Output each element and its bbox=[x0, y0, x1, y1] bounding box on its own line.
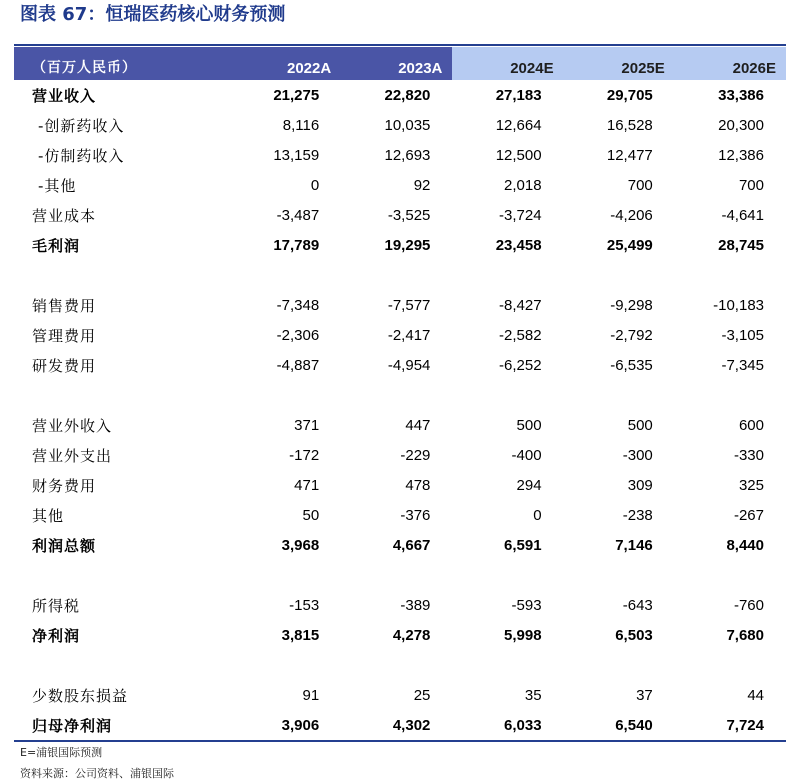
value-cell: 3,906 bbox=[230, 710, 341, 741]
spacer-cell bbox=[230, 260, 341, 290]
table-row bbox=[14, 590, 786, 620]
value-cell: 700 bbox=[738, 176, 764, 194]
row-label: 研发费用 bbox=[32, 356, 97, 375]
spacer-cell bbox=[675, 380, 786, 410]
spacer-cell bbox=[675, 650, 786, 680]
row-label: 利润总额 bbox=[32, 536, 97, 555]
row-label: 销售费用 bbox=[32, 296, 97, 315]
value-cell: -9,298 bbox=[610, 296, 653, 314]
value-cell: 17,789 bbox=[273, 236, 320, 254]
table-row bbox=[14, 170, 786, 200]
value-cell: 8,116 bbox=[282, 116, 320, 134]
value-cell: -4,641 bbox=[721, 206, 764, 224]
value-cell: 25 bbox=[413, 686, 431, 704]
value-cell: 12,477 bbox=[606, 146, 653, 164]
value-cell: 29,705 bbox=[606, 86, 653, 104]
value-cell: -6,252 bbox=[499, 356, 542, 374]
value-cell: 471 bbox=[294, 476, 320, 494]
table-row bbox=[14, 320, 786, 350]
table-row bbox=[14, 230, 786, 260]
value-cell: -389 bbox=[400, 596, 431, 614]
value-cell: -238 bbox=[622, 506, 653, 524]
value-cell: 23,458 bbox=[495, 236, 542, 254]
row-label: 营业成本 bbox=[32, 206, 97, 225]
value-cell: 3,968 bbox=[281, 536, 320, 554]
row-label: 管理费用 bbox=[32, 326, 97, 345]
value-cell: 600 bbox=[738, 416, 764, 434]
value-cell: 0 bbox=[310, 176, 320, 194]
value-cell: -2,582 bbox=[499, 326, 542, 344]
value-cell: 4,278 bbox=[392, 626, 431, 644]
spacer-cell bbox=[14, 380, 230, 410]
value-cell: -400 bbox=[511, 446, 542, 464]
row-label: 营业外收入 bbox=[32, 416, 113, 435]
value-cell: 12,386 bbox=[718, 146, 764, 164]
value-cell: -2,306 bbox=[276, 326, 320, 344]
spacer-cell bbox=[341, 380, 452, 410]
table-row bbox=[14, 710, 786, 741]
value-cell: -267 bbox=[733, 506, 764, 524]
value-cell: -6,535 bbox=[610, 356, 653, 374]
spacer-cell bbox=[675, 560, 786, 590]
spacer-cell bbox=[564, 650, 675, 680]
value-cell: 3,815 bbox=[281, 626, 320, 644]
value-cell: 478 bbox=[405, 476, 431, 494]
spacer-cell bbox=[14, 260, 230, 290]
value-cell: 35 bbox=[524, 686, 542, 704]
row-label: 财务费用 bbox=[32, 476, 97, 495]
value-cell: -760 bbox=[733, 596, 764, 614]
spacer-cell bbox=[230, 650, 341, 680]
value-cell: 0 bbox=[533, 506, 542, 524]
spacer-row bbox=[14, 650, 786, 680]
value-cell: 10,035 bbox=[384, 116, 431, 134]
table-row bbox=[14, 200, 786, 230]
value-cell: 12,693 bbox=[384, 146, 431, 164]
value-cell: 20,300 bbox=[718, 116, 764, 134]
value-cell: 21,275 bbox=[273, 86, 320, 104]
year-header: 2024E bbox=[452, 47, 563, 80]
value-cell: 22,820 bbox=[384, 86, 431, 104]
year-header: 2023A bbox=[341, 47, 452, 80]
table-header-row bbox=[14, 47, 786, 80]
row-label: -创新药收入 bbox=[38, 116, 125, 135]
row-label: -其他 bbox=[38, 176, 77, 195]
value-cell: 19,295 bbox=[384, 236, 431, 254]
spacer-cell bbox=[564, 380, 675, 410]
year-header: 2025E bbox=[564, 47, 675, 80]
spacer-row bbox=[14, 560, 786, 590]
spacer-cell bbox=[341, 260, 452, 290]
spacer-cell bbox=[452, 260, 563, 290]
value-cell: -7,345 bbox=[721, 356, 764, 374]
estimate-footnote: E=浦银国际预测 bbox=[20, 746, 103, 759]
row-label: 其他 bbox=[32, 506, 65, 525]
row-label: 营业收入 bbox=[32, 86, 97, 105]
value-cell: 294 bbox=[516, 476, 542, 494]
value-cell: -4,887 bbox=[276, 356, 320, 374]
value-cell: 325 bbox=[738, 476, 764, 494]
value-cell: 92 bbox=[413, 176, 431, 194]
row-label: 归母净利润 bbox=[14, 710, 230, 741]
value-cell: -4,206 bbox=[610, 206, 653, 224]
value-cell: 27,183 bbox=[495, 86, 542, 104]
table-row bbox=[14, 110, 786, 140]
value-cell: 13,159 bbox=[273, 146, 320, 164]
table-row bbox=[14, 350, 786, 380]
value-cell: -2,792 bbox=[610, 326, 653, 344]
spacer-cell bbox=[341, 560, 452, 590]
spacer-cell bbox=[230, 560, 341, 590]
value-cell: -2,417 bbox=[387, 326, 431, 344]
value-cell: -8,427 bbox=[499, 296, 542, 314]
value-cell: -10,183 bbox=[713, 296, 764, 314]
value-cell: -300 bbox=[622, 446, 653, 464]
table-row bbox=[14, 80, 786, 110]
spacer-cell bbox=[452, 380, 563, 410]
value-cell: 91 bbox=[302, 686, 320, 704]
value-cell: 44 bbox=[747, 686, 764, 704]
source-footnote: 资料来源：公司资料、浦银国际 bbox=[20, 767, 174, 780]
value-cell: -4,954 bbox=[387, 356, 431, 374]
value-cell: 8,440 bbox=[726, 536, 764, 554]
value-cell: 6,591 bbox=[504, 536, 542, 554]
value-cell: 33,386 bbox=[718, 86, 764, 104]
financial-forecast-table bbox=[14, 47, 786, 742]
value-cell: -229 bbox=[400, 446, 431, 464]
value-cell: 7,680 bbox=[726, 626, 764, 644]
value-cell: 37 bbox=[636, 686, 653, 704]
value-cell: 16,528 bbox=[606, 116, 653, 134]
figure-title: 图表 67：恒瑞医药核心财务预测 bbox=[20, 4, 286, 25]
value-cell: -3,487 bbox=[276, 206, 320, 224]
value-cell: -7,348 bbox=[276, 296, 320, 314]
table-row bbox=[14, 440, 786, 470]
spacer-cell bbox=[14, 560, 230, 590]
spacer-row bbox=[14, 260, 786, 290]
value-cell: -153 bbox=[289, 596, 320, 614]
table-row bbox=[14, 290, 786, 320]
spacer-cell bbox=[564, 560, 675, 590]
spacer-cell bbox=[230, 380, 341, 410]
table-row bbox=[14, 500, 786, 530]
table-row bbox=[14, 620, 786, 650]
value-cell: 25,499 bbox=[606, 236, 653, 254]
year-header: 2022A bbox=[230, 47, 341, 80]
value-cell: -3,724 bbox=[499, 206, 542, 224]
spacer-cell bbox=[452, 650, 563, 680]
table-row bbox=[14, 140, 786, 170]
value-cell: -643 bbox=[622, 596, 653, 614]
spacer-cell bbox=[564, 260, 675, 290]
header-rule bbox=[14, 44, 786, 46]
value-cell: 500 bbox=[516, 416, 542, 434]
value-cell: -3,105 bbox=[721, 326, 764, 344]
spacer-row bbox=[14, 380, 786, 410]
value-cell: 700 bbox=[627, 176, 653, 194]
value-cell: 12,500 bbox=[495, 146, 542, 164]
spacer-cell bbox=[452, 560, 563, 590]
value-cell: -330 bbox=[733, 446, 764, 464]
value-cell: 4,667 bbox=[392, 536, 431, 554]
table-row bbox=[14, 470, 786, 500]
value-cell: 371 bbox=[294, 416, 320, 434]
table-row bbox=[14, 410, 786, 440]
value-cell: -593 bbox=[511, 596, 542, 614]
table-row bbox=[14, 530, 786, 560]
value-cell: 2,018 bbox=[504, 176, 542, 194]
value-cell: 6,503 bbox=[615, 626, 653, 644]
row-label: 营业外支出 bbox=[32, 446, 113, 465]
spacer-cell bbox=[341, 650, 452, 680]
row-label: 少数股东损益 bbox=[32, 686, 129, 705]
value-cell: 500 bbox=[627, 416, 653, 434]
value-cell: 7,146 bbox=[615, 536, 653, 554]
value-cell: 6,033 bbox=[452, 710, 563, 741]
value-cell: 12,664 bbox=[495, 116, 542, 134]
value-cell: 309 bbox=[627, 476, 653, 494]
spacer-cell bbox=[14, 650, 230, 680]
unit-label: （百万人民币） bbox=[14, 47, 230, 80]
value-cell: -3,525 bbox=[387, 206, 431, 224]
year-header: 2026E bbox=[675, 47, 786, 80]
value-cell: 4,302 bbox=[341, 710, 452, 741]
value-cell: -172 bbox=[289, 446, 320, 464]
value-cell: 28,745 bbox=[718, 236, 764, 254]
row-label: 所得税 bbox=[32, 596, 81, 615]
table-row bbox=[14, 680, 786, 710]
row-label: 净利润 bbox=[32, 626, 81, 645]
value-cell: 7,724 bbox=[675, 710, 786, 741]
table-body bbox=[14, 80, 786, 741]
value-cell: -7,577 bbox=[387, 296, 431, 314]
value-cell: -376 bbox=[400, 506, 431, 524]
value-cell: 6,540 bbox=[564, 710, 675, 741]
spacer-cell bbox=[675, 260, 786, 290]
row-label: 毛利润 bbox=[32, 236, 81, 255]
value-cell: 447 bbox=[405, 416, 431, 434]
value-cell: 50 bbox=[302, 506, 320, 524]
row-label: -仿制药收入 bbox=[38, 146, 125, 165]
value-cell: 5,998 bbox=[504, 626, 542, 644]
